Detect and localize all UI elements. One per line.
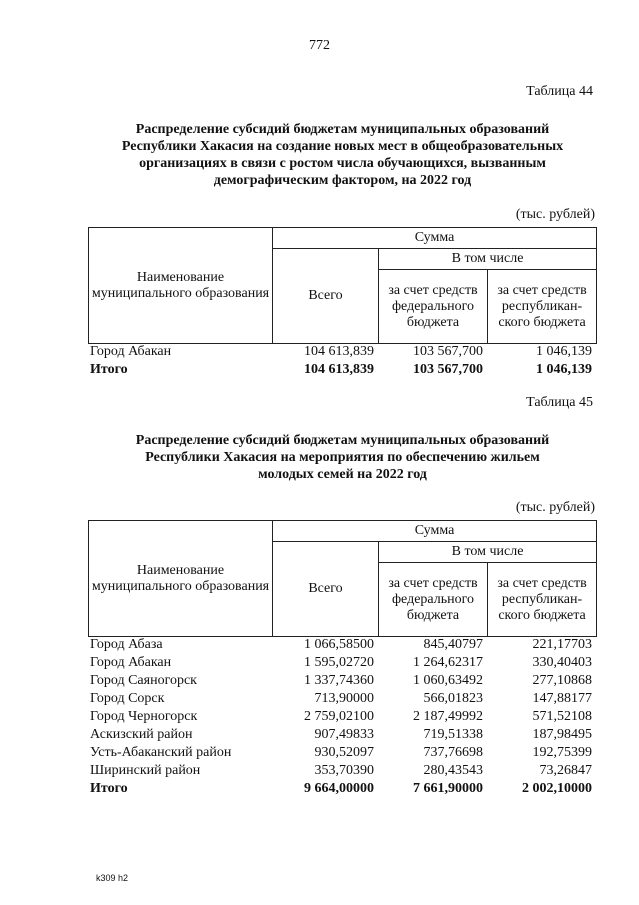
- row-republican: 571,52108: [532, 709, 592, 724]
- header-republican: за счет средств республикан-ского бюджета: [488, 270, 597, 344]
- summary-name: Итого: [90, 781, 128, 796]
- title-line: организациях в связи с ростом числа обучающихся, вызванным: [139, 156, 546, 171]
- row-name: Аскизский район: [90, 727, 193, 742]
- row-name: Город Абаза: [90, 637, 163, 652]
- title-line: Распределение субсидий бюджетам муниципальных образований: [135, 433, 550, 448]
- row-federal: 845,40797: [423, 637, 483, 652]
- row-total: 353,70390: [314, 763, 374, 778]
- table-row: [88, 690, 596, 708]
- row-total: 907,49833: [314, 727, 374, 742]
- summary-republican: 2 002,10000: [522, 781, 592, 796]
- row-total: 1 337,74360: [304, 673, 374, 688]
- row-federal: 2 187,49992: [413, 709, 483, 724]
- row-name: Ширинский район: [90, 763, 201, 778]
- title-line: демографическим фактором, на 2022 год: [213, 173, 472, 188]
- summary-republican: 1 046,139: [536, 362, 592, 377]
- header-republican: за счет средств республикан-ского бюджета: [488, 563, 597, 637]
- row-name: Город Сорск: [90, 691, 165, 706]
- row-name: Город Абакан: [90, 344, 172, 359]
- summary-name: Итого: [90, 362, 128, 377]
- table-45-units: (тыс. рублей): [515, 500, 595, 515]
- table-row: [88, 636, 596, 654]
- summary-federal: 103 567,700: [413, 362, 483, 377]
- table-row: [88, 343, 596, 361]
- table-44-header: [88, 227, 597, 344]
- summary-federal: 7 661,90000: [413, 781, 483, 796]
- row-federal: 280,43543: [423, 763, 483, 778]
- table-45-title: [90, 432, 595, 483]
- title-line: Республики Хакасия на мероприятия по обеспечению жильем: [145, 450, 540, 465]
- row-republican: 187,98495: [532, 727, 592, 742]
- row-republican: 192,75399: [532, 745, 592, 760]
- row-republican: 221,17703: [532, 637, 592, 652]
- table-row: [88, 726, 596, 744]
- row-name: Усть-Абаканский район: [90, 745, 232, 760]
- table-44-label: Таблица 44: [526, 84, 593, 99]
- row-total: 930,52097: [314, 745, 374, 760]
- table-44-title: [90, 121, 595, 189]
- summary-total: 104 613,839: [304, 362, 374, 377]
- header-including: В том числе: [379, 249, 597, 270]
- table-summary-row: [88, 780, 596, 798]
- header-sum: Сумма: [273, 228, 597, 249]
- header-sum: Сумма: [273, 521, 597, 542]
- table-row: [88, 654, 596, 672]
- row-name: Город Саяногорск: [90, 673, 197, 688]
- row-republican: 277,10868: [532, 673, 592, 688]
- title-line: Республики Хакасия на создание новых мест в общеобразовательных: [121, 139, 564, 154]
- header-name: Наименование муниципального образования: [89, 521, 273, 637]
- table-row: [88, 744, 596, 762]
- header-federal: за счет средств федерального бюджета: [379, 270, 488, 344]
- row-republican: 1 046,139: [536, 344, 592, 359]
- header-total: Всего: [273, 249, 379, 344]
- row-republican: 147,88177: [532, 691, 592, 706]
- row-total: 104 613,839: [304, 344, 374, 359]
- table-row: [88, 672, 596, 690]
- row-name: Город Абакан: [90, 655, 172, 670]
- row-federal: 719,51338: [423, 727, 483, 742]
- row-federal: 737,76698: [423, 745, 483, 760]
- row-republican: 73,26847: [539, 763, 592, 778]
- table-45-body: [88, 636, 596, 798]
- row-total: 2 759,02100: [304, 709, 374, 724]
- row-federal: 103 567,700: [413, 344, 483, 359]
- table-44-body: [88, 343, 596, 379]
- title-line: молодых семей на 2022 год: [258, 467, 427, 482]
- table-summary-row: [88, 361, 596, 379]
- row-federal: 1 060,63492: [413, 673, 483, 688]
- row-total: 1 066,58500: [304, 637, 374, 652]
- footer-code: k309 h2: [96, 873, 129, 883]
- header-total: Всего: [273, 542, 379, 637]
- row-name: Город Черногорск: [90, 709, 198, 724]
- table-45-header: [88, 520, 597, 637]
- row-total: 1 595,02720: [304, 655, 374, 670]
- summary-total: 9 664,00000: [304, 781, 374, 796]
- header-federal: за счет средств федерального бюджета: [379, 563, 488, 637]
- row-republican: 330,40403: [532, 655, 592, 670]
- row-federal: 566,01823: [423, 691, 483, 706]
- row-total: 713,90000: [314, 691, 374, 706]
- header-name: Наименование муниципального образования: [89, 228, 273, 344]
- table-row: [88, 708, 596, 726]
- table-row: [88, 762, 596, 780]
- table-44-units: (тыс. рублей): [515, 207, 595, 222]
- title-line: Распределение субсидий бюджетам муниципальных образований: [135, 122, 550, 137]
- page-number: 772: [309, 38, 330, 53]
- header-including: В том числе: [379, 542, 597, 563]
- row-federal: 1 264,62317: [413, 655, 483, 670]
- table-45-label: Таблица 45: [526, 395, 593, 410]
